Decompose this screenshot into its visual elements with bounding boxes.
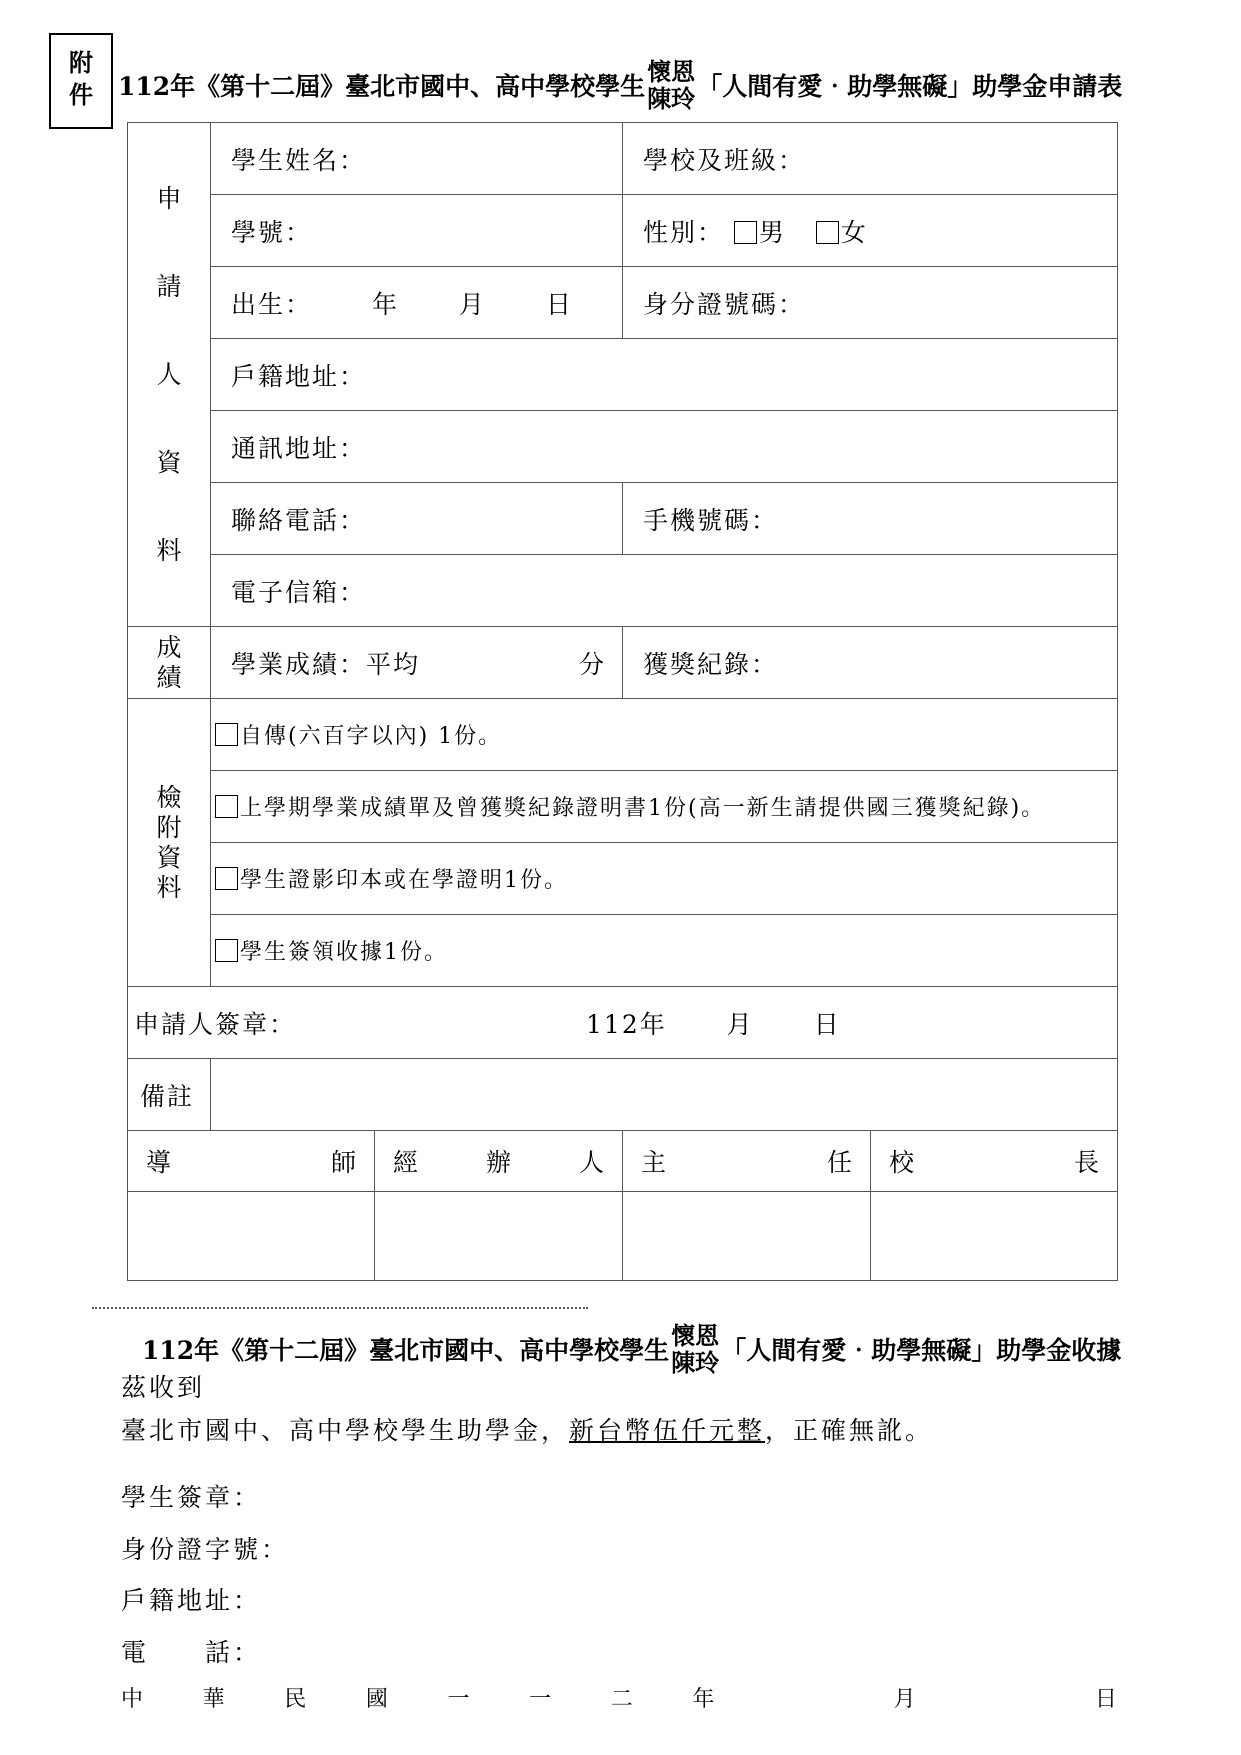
receipt-received-line: 茲收到 (121, 1373, 206, 1402)
title-suffix: 「人間有愛‧助學無礙」助學金申請表 (697, 72, 1123, 101)
mailing-address-field[interactable]: 通訊地址： (211, 411, 1118, 483)
male-label: 男 (758, 217, 786, 247)
attachment-item-label: 學生證影印本或在學證明1份。 (240, 868, 568, 893)
receipt-title-stacked-name: 懷恩 陳玲 (671, 1321, 720, 1377)
receipt-body-line: 臺北市國中、高中學校學生助學金，新台幣伍仟元整，正確無訛。 (121, 1416, 934, 1445)
title-prefix: 112年《第十二屆》臺北市國中、高中學校學生 (118, 72, 646, 101)
attachment-item (211, 915, 1118, 987)
application-form-table (127, 122, 1118, 1281)
title-stack-1: 懷恩 (647, 57, 696, 86)
email-field[interactable]: 電子信箱： (211, 555, 1118, 627)
mobile-field[interactable]: 手機號碼： (623, 483, 1118, 555)
female-label: 女 (840, 217, 868, 247)
attachment-item-label: 自傳(六百字以內) 1份。 (240, 724, 503, 749)
attachment-item (211, 843, 1118, 915)
receipt-id-field[interactable]: 身份證字號： (121, 1535, 290, 1564)
national-id-field[interactable]: 身分證號碼： (623, 267, 1118, 339)
birth-month-label: 月 (459, 289, 487, 319)
applicant-section-label: 申 請 人 資 料 (128, 123, 211, 627)
receipt-amount: 新台幣伍仟元整 (569, 1416, 766, 1445)
receipt-title-suffix: 「人間有愛‧助學無礙」助學金收據 (721, 1336, 1122, 1365)
attachment-checkbox-1[interactable] (215, 723, 238, 746)
attachment-checkbox-4[interactable] (215, 939, 238, 962)
receipt-date-line: 中 華 民 國 一 一 二 年 月 日 (121, 1687, 1117, 1712)
approval-cell-handler[interactable] (375, 1192, 623, 1281)
phone-field[interactable]: 聯絡電話： (211, 483, 623, 555)
student-name-field[interactable]: 學生姓名： (211, 123, 623, 195)
registered-address-field[interactable]: 戶籍地址： (211, 339, 1118, 411)
approval-header-principal: 校 長 (871, 1131, 1118, 1192)
approval-header-teacher: 導 師 (128, 1131, 375, 1192)
birth-day-label: 日 (546, 289, 574, 319)
attachment-item (211, 771, 1118, 843)
attachment-label-line2: 件 (69, 80, 93, 109)
signature-day: 日 (813, 1009, 841, 1039)
attachment-item-label: 上學期學業成績單及曾獲獎紀錄證明書1份(高一新生請提供國三獲獎紀錄)。 (240, 796, 1046, 821)
receipt-phone-field[interactable]: 電 話： (121, 1638, 262, 1667)
attachment-item (211, 699, 1118, 771)
student-id-field[interactable]: 學號： (211, 195, 623, 267)
male-checkbox[interactable] (734, 221, 757, 244)
approval-header-handler: 經 辦 人 (375, 1131, 623, 1192)
receipt-address-field[interactable]: 戶籍地址： (121, 1586, 262, 1615)
academic-grade-field[interactable] (211, 627, 623, 699)
signature-year: 112年 (586, 1009, 667, 1039)
points-label: 分 (579, 649, 607, 679)
remarks-field[interactable] (211, 1059, 1118, 1131)
title-stack-2: 陳玲 (647, 84, 696, 113)
academic-grade-label: 學業成績：平均 (231, 649, 421, 679)
grades-section-label: 成 績 (128, 627, 211, 699)
awards-field[interactable]: 獲獎紀錄： (623, 627, 1118, 699)
applicant-signature-row[interactable] (128, 987, 1118, 1059)
birth-date-field[interactable] (211, 267, 623, 339)
receipt-title (142, 1322, 1121, 1376)
receipt-signature-field[interactable]: 學生簽章： (121, 1483, 262, 1512)
approval-cell-director[interactable] (623, 1192, 871, 1281)
cut-line (92, 1307, 588, 1309)
signature-month: 月 (726, 1009, 754, 1039)
school-class-field[interactable]: 學校及班級： (623, 123, 1118, 195)
receipt-title-prefix: 112年《第十二屆》臺北市國中、高中學校學生 (142, 1336, 670, 1365)
attachment-checkbox-2[interactable] (215, 795, 238, 818)
gender-field (623, 195, 1118, 267)
female-checkbox[interactable] (816, 221, 839, 244)
attachment-item-label: 學生簽領收據1份。 (240, 940, 448, 965)
attachment-label (49, 33, 113, 129)
applicant-signature-label: 申請人簽章： (134, 1009, 297, 1039)
title-stacked-name (647, 58, 695, 112)
attachment-label-line1: 附 (69, 48, 93, 77)
gender-label: 性別： (643, 217, 725, 247)
form-title (118, 58, 1122, 112)
approval-cell-principal[interactable] (871, 1192, 1118, 1281)
approval-cell-teacher[interactable] (128, 1192, 375, 1281)
birth-year-label: 年 (372, 289, 400, 319)
remarks-label: 備註 (128, 1059, 211, 1131)
approval-header-director: 主 任 (623, 1131, 871, 1192)
attachments-section-label: 檢 附 資 料 (128, 699, 211, 987)
attachment-checkbox-3[interactable] (215, 867, 238, 890)
birth-label: 出生： (231, 289, 313, 319)
